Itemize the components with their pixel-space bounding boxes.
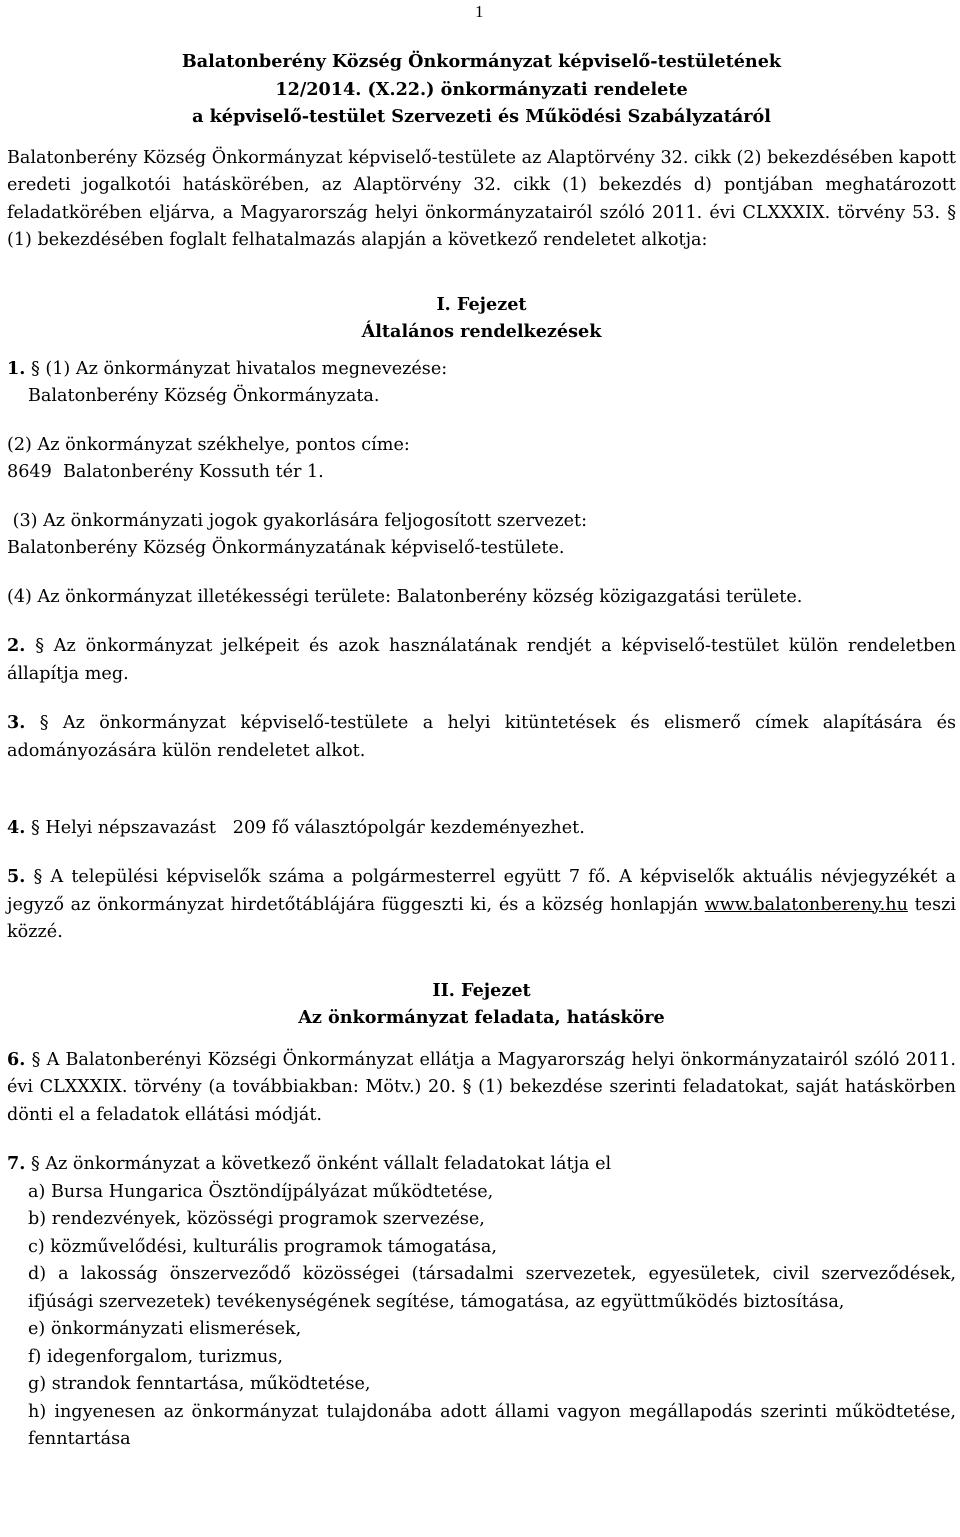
section-6-number: 6. [7, 1048, 26, 1070]
section-2-text: § Az önkormányzat jelképeit és azok használatának rendjét a képviselő-testület külön rendeletben állapítja meg. [7, 636, 956, 684]
list-item: f) idegenforgalom, turizmus, [28, 1346, 283, 1367]
section-1-para-2-line-1: (2) Az önkormányzat székhelye, pontos címe: [7, 434, 410, 455]
title-line-2: 12/2014. (X.22.) önkormányzati rendelete [275, 78, 688, 100]
section-1-para-1 [7, 355, 956, 411]
section-3-text: § Az önkormányzat képviselő-testülete a helyi kitüntetések és elismerő címek alapítására és adományozására külön rendeletet alkot. [7, 713, 957, 761]
list-item: d) a lakosság önszerveződő közösségei (társadalmi szervezetek, egyesületek, civil szerveződések, ifjúsági szervezetek) tevékenységének segítése, támogatása, az együttműködés biztosítása, [28, 1264, 956, 1312]
section-1-para-3-line-1: (3) Az önkormányzati jogok gyakorlására feljogosított szervezet: [7, 510, 588, 531]
section-3-number: 3. [7, 712, 26, 733]
section-7-list [7, 1179, 956, 1454]
page-number: 1 [475, 2, 484, 21]
chapter-2-heading [7, 977, 956, 1032]
section-5-text-after: teszi közzé. [7, 894, 957, 942]
section-5-text: § A települési képviselők száma a polgármesterrel együtt 7 fő. A képviselők aktuális névjegyzékét a jegyző az önkormányzat hirdetőtáblájára függeszti ki, és a község honlapján [7, 867, 956, 915]
section-1 [7, 355, 956, 612]
chapter-1-heading [7, 291, 956, 346]
preamble: Balatonberény Község Önkormányzat képviselő-testülete az Alaptörvény 32. cikk (2) bekezdésében kapott eredeti jogalkotói hatáskörében, az Alaptörvény 32. cikk (1) bekezdés d) pontjában meghatározott feladatkörében eljárva, a Magyarország helyi önkormányzatairól szóló 2011. évi CLXXXIX. törvény 53. § (1) bekezdésében foglalt felhatalmazás alapján a következő rendeletet alkotja: [7, 147, 956, 250]
title-line-1: Balatonberény Község Önkormányzat képviselő-testületének [181, 51, 782, 72]
section-1-para-4: (4) Az önkormányzat illetékességi területe: Balatonberény község közigazgatási területe. [7, 586, 803, 607]
list-item: c) közművelődési, kulturális programok támogatása, [28, 1236, 497, 1257]
section-5 [7, 863, 956, 947]
list-item: g) strandok fenntartása, működtetése, [28, 1374, 371, 1394]
section-7 [7, 1150, 956, 1454]
chapter-2-number: II. Fejezet [432, 979, 531, 1001]
section-7-text: § Az önkormányzat a következő önként vállalt feladatokat látja el [30, 1154, 612, 1174]
chapter-1-number: I. Fejezet [436, 293, 527, 315]
section-1-para-2 [7, 432, 956, 487]
title-line-3: a képviselő-testület Szervezeti és Működési Szabályzatáról [192, 106, 771, 127]
website-link[interactable]: www.balatonbereny.hu [704, 894, 908, 915]
section-6 [7, 1046, 956, 1130]
section-2-number: 2. [7, 635, 26, 656]
section-3 [7, 709, 956, 765]
document-content [7, 48, 956, 1454]
list-item: a) Bursa Hungarica Ösztöndíjpályázat működtetése, [28, 1181, 494, 1202]
section-1-number: 1. [7, 357, 26, 379]
section-1-para-3 [7, 508, 956, 563]
section-1-para-1-line-2: Balatonberény Község Önkormányzata. [28, 386, 380, 406]
chapter-2-title: Az önkormányzat feladata, hatásköre [298, 1007, 665, 1028]
section-1-para-2-line-2: 8649 Balatonberény Kossuth tér 1. [7, 462, 324, 482]
section-6-text: § A Balatonberényi Községi Önkormányzat ellátja a Magyarország helyi önkormányzatairól szóló 2011. évi CLXXXIX. törvény (a továbbiakban: Mötv.) 20. § (1) bekezdése szerinti feladatokat, saját hatáskörben dönti el a feladatok ellátási módját. [7, 1049, 956, 1125]
section-7-lead [7, 1150, 956, 1179]
section-7-number: 7. [7, 1153, 26, 1174]
section-2 [7, 632, 956, 688]
section-1-para-1-line-1: § (1) Az önkormányzat hivatalos megnevezése: [30, 358, 448, 379]
list-item: h) ingyenesen az önkormányzat tulajdonába adott állami vagyon megállapodás szerinti működtetése, fenntartása [28, 1401, 956, 1449]
section-4-number: 4. [7, 816, 26, 838]
list-item: e) önkormányzati elismerések, [28, 1319, 302, 1339]
section-4-text: § Helyi népszavazást 209 fő választópolgár kezdeményezhet. [30, 817, 585, 838]
document-title [7, 48, 956, 131]
section-4 [7, 786, 956, 842]
list-item: b) rendezvények, közösségi programok szervezése, [28, 1209, 485, 1229]
section-1-para-3-line-2: Balatonberény Község Önkormányzatának képviselő-testülete. [7, 538, 565, 558]
section-5-number: 5. [7, 866, 26, 887]
chapter-1-title: Általános rendelkezések [361, 321, 602, 342]
